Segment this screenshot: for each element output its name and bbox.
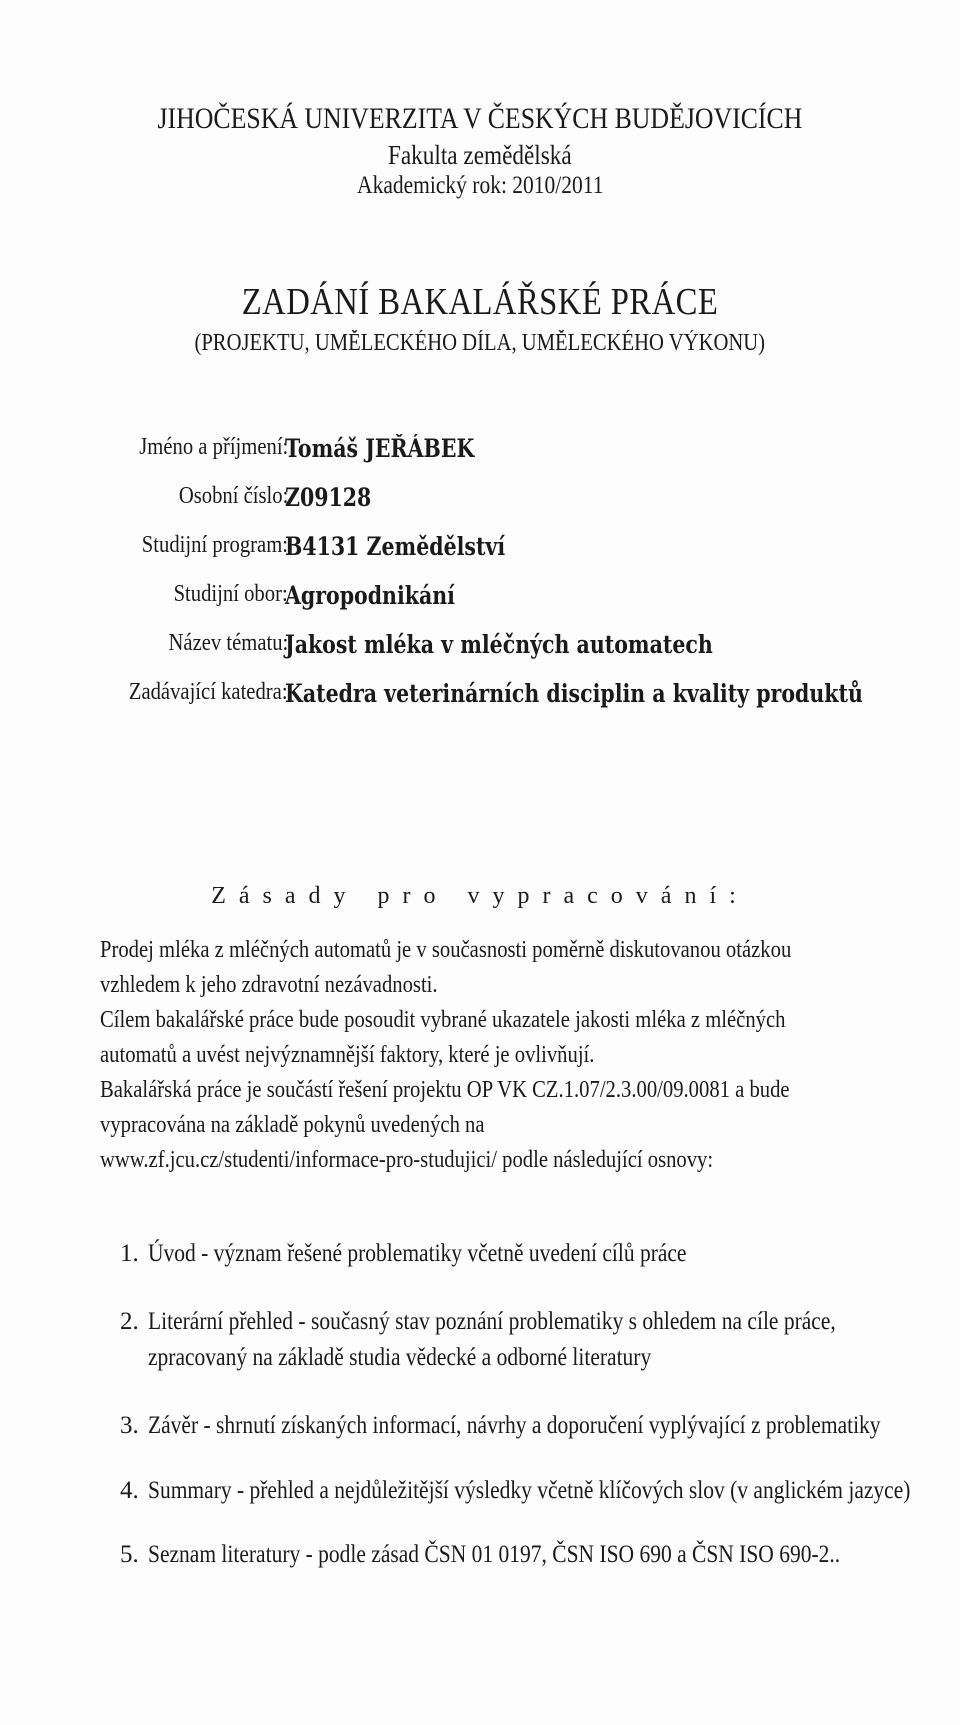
outline-number: 1. (120, 1240, 139, 1267)
principles-line: Cílem bakalářské práce bude posoudit vybrané ukazatele jakosti mléka z mléčných (100, 1007, 786, 1033)
principles-line: automatů a uvést nejvýznamnější faktory, které je ovlivňují. (100, 1042, 595, 1068)
info-row-name (0, 434, 960, 470)
principles-line: Prodej mléka z mléčných automatů je v současnosti poměrně diskutovanou otázkou (100, 937, 792, 963)
info-row-study-field (0, 581, 960, 617)
university-name-text: JIHOČESKÁ UNIVERZITA V ČESKÝCH BUDĚJOVICÍCH (157, 102, 803, 135)
document-title-text: ZADÁNÍ BAKALÁŘSKÉ PRÁCE (241, 281, 719, 323)
info-label: Studijní obor: (173, 581, 288, 607)
outline-number: 4. (120, 1477, 139, 1504)
academic-year (0, 172, 960, 200)
principles-heading: Zásady pro vypracování: (211, 883, 749, 909)
university-name (0, 102, 960, 136)
outline-text: Literární přehled - současný stav poznání problematiky s ohledem na cíle práce, (148, 1308, 836, 1335)
info-label: Zadávající katedra: (129, 679, 288, 705)
outline-number: 2. (120, 1308, 139, 1335)
outline-text: zpracovaný na základě studia vědecké a odborné literatury (148, 1344, 652, 1371)
info-label: Studijní program: (141, 532, 288, 558)
info-row-topic (0, 630, 960, 666)
outline-text: Závěr - shrnutí získaných informací, návrhy a doporučení vyplývající z problematiky (148, 1412, 881, 1439)
info-label: Jméno a příjmení: (138, 434, 288, 460)
outline-text: Seznam literatury - podle zásad ČSN 01 0197, ČSN ISO 690 a ČSN ISO 690-2.. (148, 1541, 841, 1568)
document-title (0, 280, 960, 324)
info-value: Tomáš JEŘÁBEK (285, 434, 475, 463)
info-value: Katedra veterinárních disciplin a kvality produktů (285, 679, 863, 708)
info-value: B4131 Zemědělství (285, 532, 506, 561)
info-row-personal-number (0, 483, 960, 519)
outline-number: 5. (120, 1541, 139, 1568)
principles-line: vzhledem k jeho zdravotní nezávadnosti. (100, 972, 438, 998)
principles-line: vypracována na základě pokynů uvedených na (100, 1112, 485, 1138)
info-value: Z09128 (285, 483, 372, 512)
document-subtitle-text: (PROJEKTU, UMĚLECKÉHO DÍLA, UMĚLECKÉHO VÝKONU) (194, 330, 766, 356)
info-label: Osobní číslo: (178, 483, 288, 509)
principles-line: www.zf.jcu.cz/studenti/informace-pro-studujici/ podle následující osnovy: (100, 1147, 714, 1173)
document-subtitle (0, 330, 960, 357)
outline-number: 3. (120, 1412, 139, 1439)
info-label: Název tématu: (168, 630, 288, 656)
info-value: Agropodnikání (285, 581, 455, 610)
info-value: Jakost mléka v mléčných automatech (285, 630, 713, 659)
faculty-name-text: Fakulta zemědělská (388, 140, 572, 170)
academic-year-text: Akademický rok: 2010/2011 (356, 172, 604, 199)
outline-text: Úvod - význam řešené problematiky včetně uvedení cílů práce (148, 1240, 687, 1267)
info-row-department (0, 679, 960, 715)
info-row-study-program (0, 532, 960, 568)
principles-line: Bakalářská práce je součástí řešení projektu OP VK CZ.1.07/2.3.00/09.0081 a bude (100, 1077, 790, 1103)
outline-text: Summary - přehled a nejdůležitější výsledky včetně klíčových slov (v anglickém jazyce) (148, 1477, 911, 1504)
faculty-name (0, 140, 960, 171)
